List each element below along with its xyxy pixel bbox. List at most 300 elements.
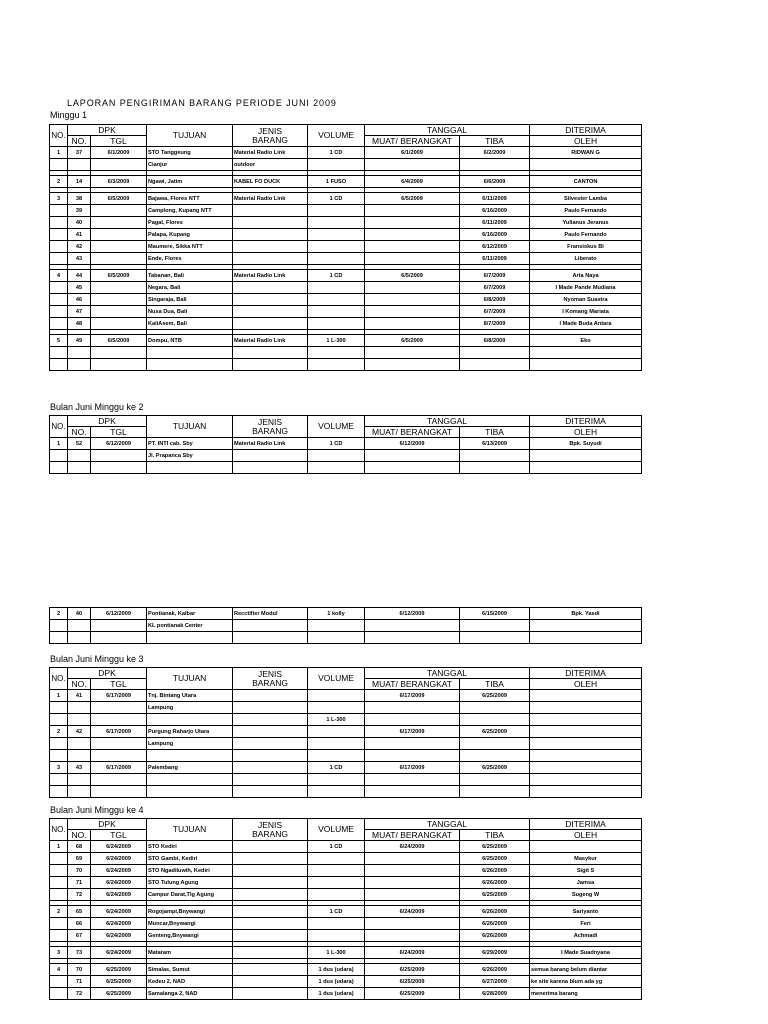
header-muat: MUAT/ BERANGKAT <box>365 679 460 690</box>
cell-tgl <box>91 774 147 786</box>
cell-tujuan: STO Ngadiluwih, Kediri <box>147 865 233 877</box>
cell-tujuan: Genteng,Bnywangi <box>147 930 233 942</box>
cell-no <box>50 750 68 762</box>
cell-tgl <box>91 205 147 217</box>
header-jenis-line2: BARANG <box>252 677 288 688</box>
table-row <box>50 690 642 702</box>
cell-tiba <box>460 714 530 726</box>
cell-dpk: 46 <box>68 294 91 306</box>
table-row <box>50 294 642 306</box>
cell-jenis <box>233 632 308 644</box>
header-tanggal: TANGGAL <box>365 668 530 679</box>
cell-vol <box>308 241 365 253</box>
cell-vol <box>308 853 365 865</box>
cell-muat: 6/25/2009 <box>365 964 460 976</box>
cell-dpk: 49 <box>68 335 91 347</box>
cell-dpk: 45 <box>68 282 91 294</box>
cell-vol <box>308 359 365 371</box>
cell-no <box>50 853 68 865</box>
header-oleh: OLEH <box>530 427 642 438</box>
cell-jenis <box>233 841 308 853</box>
cell-tiba <box>460 786 530 798</box>
cell-tiba: 6/26/2009 <box>460 877 530 889</box>
header-tgl: TGL <box>91 679 147 690</box>
header-tujuan: TUJUAN <box>147 416 233 438</box>
cell-vol <box>308 159 365 171</box>
cell-tujuan: Ngawi, Jatim <box>147 176 233 188</box>
cell-muat: 6/17/2009 <box>365 762 460 774</box>
cell-no <box>50 253 68 265</box>
cell-vol <box>308 282 365 294</box>
cell-tiba <box>460 620 530 632</box>
cell-muat: 6/17/2009 <box>365 690 460 702</box>
table-row <box>50 193 642 205</box>
cell-jenis <box>233 217 308 229</box>
header-volume: VOLUME <box>308 819 365 841</box>
cell-jenis <box>233 930 308 942</box>
table-row <box>50 750 642 762</box>
cell-vol <box>308 318 365 330</box>
cell-tgl: 6/12/2009 <box>91 608 147 620</box>
cell-no <box>50 462 68 474</box>
cell-dpk: 52 <box>68 438 91 450</box>
cell-tiba: 6/8/2009 <box>460 335 530 347</box>
cell-dpk: 42 <box>68 241 91 253</box>
cell-jenis: Material Radio Link <box>233 270 308 282</box>
table-row <box>50 159 642 171</box>
cell-tujuan: Pagal, Flores <box>147 217 233 229</box>
cell-dpk: 71 <box>68 976 91 988</box>
cell-tujuan <box>147 774 233 786</box>
cell-tgl <box>91 159 147 171</box>
cell-vol <box>308 865 365 877</box>
cell-muat <box>365 450 460 462</box>
cell-jenis <box>233 620 308 632</box>
header-tiba: TIBA <box>460 136 530 147</box>
cell-oleh <box>530 690 642 702</box>
cell-tiba: 6/16/2009 <box>460 205 530 217</box>
cell-no: 2 <box>50 906 68 918</box>
cell-muat <box>365 786 460 798</box>
cell-tiba: 6/26/2009 <box>460 865 530 877</box>
cell-vol: 1 L-300 <box>308 714 365 726</box>
cell-jenis <box>233 918 308 930</box>
cell-tiba: 6/13/2009 <box>460 438 530 450</box>
cell-tiba: 6/7/2009 <box>460 306 530 318</box>
cell-no: 2 <box>50 726 68 738</box>
cell-oleh <box>530 750 642 762</box>
header-dpk: DPK <box>68 668 147 679</box>
cell-tujuan: Mataram <box>147 947 233 959</box>
cell-oleh <box>530 159 642 171</box>
cell-jenis <box>233 462 308 474</box>
cell-muat <box>365 750 460 762</box>
cell-tgl: 6/24/2009 <box>91 906 147 918</box>
cell-vol: 1 L-300 <box>308 947 365 959</box>
cell-dpk: 40 <box>68 608 91 620</box>
cell-vol <box>308 253 365 265</box>
table-row <box>50 877 642 889</box>
cell-jenis <box>233 889 308 901</box>
header-no: NO. <box>50 125 68 147</box>
table-row <box>50 217 642 229</box>
cell-vol <box>308 306 365 318</box>
cell-tiba <box>460 159 530 171</box>
cell-tujuan: Kedeu 2, NAD <box>147 976 233 988</box>
cell-muat <box>365 241 460 253</box>
cell-muat <box>365 918 460 930</box>
cell-tiba: 6/11/2009 <box>460 253 530 265</box>
cell-tgl: 6/17/2009 <box>91 690 147 702</box>
cell-no: 3 <box>50 762 68 774</box>
cell-vol <box>308 347 365 359</box>
header-tiba: TIBA <box>460 427 530 438</box>
cell-jenis <box>233 774 308 786</box>
report-title: LAPORAN PENGIRIMAN BARANG PERIODE JUNI 2009 <box>67 98 337 108</box>
header-tgl: TGL <box>91 427 147 438</box>
cell-tgl <box>91 620 147 632</box>
table-row <box>50 726 642 738</box>
header-no: NO. <box>50 416 68 438</box>
header-tujuan: TUJUAN <box>147 819 233 841</box>
cell-muat: 6/5/2009 <box>365 193 460 205</box>
cell-jenis <box>233 853 308 865</box>
cell-tgl <box>91 738 147 750</box>
cell-tiba <box>460 347 530 359</box>
cell-oleh <box>530 774 642 786</box>
cell-vol <box>308 774 365 786</box>
cell-dpk: 39 <box>68 205 91 217</box>
cell-oleh <box>530 359 642 371</box>
table-row <box>50 976 642 988</box>
table-row <box>50 176 642 188</box>
cell-tiba: 6/25/2009 <box>460 853 530 865</box>
cell-oleh: Nyoman Suastra <box>530 294 642 306</box>
cell-dpk: 38 <box>68 193 91 205</box>
cell-no <box>50 786 68 798</box>
cell-dpk: 40 <box>68 217 91 229</box>
cell-tujuan: Lampung <box>147 702 233 714</box>
cell-tujuan <box>147 750 233 762</box>
table-row <box>50 205 642 217</box>
cell-no <box>50 714 68 726</box>
table-row <box>50 964 642 976</box>
cell-tujuan: Muncar,Bnywangi <box>147 918 233 930</box>
cell-no: 2 <box>50 176 68 188</box>
cell-tiba: 6/7/2009 <box>460 282 530 294</box>
cell-vol <box>308 889 365 901</box>
cell-tgl: 6/25/2009 <box>91 988 147 1000</box>
header-volume: VOLUME <box>308 668 365 690</box>
cell-tiba: 6/25/2009 <box>460 690 530 702</box>
table-row <box>50 930 642 942</box>
cell-tujuan: Cianjur <box>147 159 233 171</box>
cell-jenis <box>233 205 308 217</box>
cell-tujuan: STO Gambi, Kediri <box>147 853 233 865</box>
table-row <box>50 147 642 159</box>
table-row <box>50 841 642 853</box>
cell-jenis <box>233 347 308 359</box>
cell-tgl: 6/5/2009 <box>91 270 147 282</box>
table-row <box>50 359 642 371</box>
cell-oleh <box>530 620 642 632</box>
cell-vol <box>308 786 365 798</box>
cell-oleh <box>530 762 642 774</box>
cell-no <box>50 620 68 632</box>
cell-oleh: Bpk. Suyudi <box>530 438 642 450</box>
cell-tiba: 8/7/2009 <box>460 318 530 330</box>
header-jenis-line2: BARANG <box>252 134 288 145</box>
cell-jenis: Recctifier Modul <box>233 608 308 620</box>
cell-dpk <box>68 632 91 644</box>
cell-jenis <box>233 714 308 726</box>
table-row <box>50 988 642 1000</box>
cell-muat <box>365 282 460 294</box>
cell-tgl: 6/17/2009 <box>91 762 147 774</box>
cell-oleh <box>530 462 642 474</box>
cell-dpk: 43 <box>68 253 91 265</box>
cell-tujuan <box>147 462 233 474</box>
cell-no: 1 <box>50 841 68 853</box>
cell-oleh: Jamsa <box>530 877 642 889</box>
cell-vol <box>308 930 365 942</box>
cell-jenis <box>233 282 308 294</box>
header-jenis-line1: JENIS <box>257 819 283 830</box>
cell-jenis <box>233 702 308 714</box>
header-no: NO. <box>50 819 68 841</box>
header-tujuan: TUJUAN <box>147 668 233 690</box>
cell-muat <box>365 294 460 306</box>
cell-jenis <box>233 865 308 877</box>
cell-vol: 1 dus (udara) <box>308 988 365 1000</box>
cell-dpk <box>68 450 91 462</box>
cell-tujuan: KaliAsem, Bali <box>147 318 233 330</box>
cell-dpk: 44 <box>68 270 91 282</box>
cell-vol: 1 CD <box>308 147 365 159</box>
section-label-minggu-4: Bulan Juni Minggu ke 4 <box>50 805 144 815</box>
cell-tujuan: Rogojampi,Bnywangi <box>147 906 233 918</box>
header-diterima: DITERIMA <box>530 125 642 136</box>
cell-oleh: RIDWAN G <box>530 147 642 159</box>
cell-tujuan: Maumere, Sikka NTT <box>147 241 233 253</box>
cell-tgl: 6/24/2009 <box>91 947 147 959</box>
header-tujuan: TUJUAN <box>147 125 233 147</box>
section-label-minggu-2: Bulan Juni Minggu ke 2 <box>50 402 144 412</box>
cell-tiba: 6/25/2009 <box>460 762 530 774</box>
cell-dpk <box>68 347 91 359</box>
cell-muat: 6/24/2009 <box>365 841 460 853</box>
table-row <box>50 270 642 282</box>
table-row <box>50 918 642 930</box>
cell-tgl <box>91 750 147 762</box>
cell-oleh: CANTON <box>530 176 642 188</box>
cell-dpk: 65 <box>68 906 91 918</box>
cell-jenis: Material Radio Link <box>233 193 308 205</box>
cell-vol: 1 kolly <box>308 608 365 620</box>
cell-no: 4 <box>50 964 68 976</box>
cell-muat: 6/24/2009 <box>365 947 460 959</box>
cell-jenis <box>233 690 308 702</box>
cell-tgl: 6/25/2009 <box>91 964 147 976</box>
header-tgl: TGL <box>91 830 147 841</box>
cell-muat <box>365 930 460 942</box>
header-dpk: DPK <box>68 125 147 136</box>
cell-jenis <box>233 762 308 774</box>
cell-dpk: 42 <box>68 726 91 738</box>
cell-tujuan: STO Tanggeung <box>147 147 233 159</box>
header-jenis-line2: BARANG <box>252 828 288 839</box>
table-row <box>50 632 642 644</box>
cell-tgl: 6/24/2009 <box>91 930 147 942</box>
cell-oleh <box>530 702 642 714</box>
cell-no: 2 <box>50 608 68 620</box>
cell-jenis <box>233 947 308 959</box>
cell-jenis <box>233 988 308 1000</box>
cell-vol <box>308 690 365 702</box>
cell-muat: 6/1/2009 <box>365 147 460 159</box>
cell-jenis <box>233 750 308 762</box>
cell-muat: 6/17/2009 <box>365 726 460 738</box>
cell-dpk <box>68 714 91 726</box>
table-minggu-2 <box>49 415 642 474</box>
cell-dpk: 71 <box>68 877 91 889</box>
table-row <box>50 738 642 750</box>
cell-oleh: Arta Naya <box>530 270 642 282</box>
cell-tiba: 6/11/2009 <box>460 193 530 205</box>
cell-tiba: 6/27/2009 <box>460 976 530 988</box>
cell-tujuan: KL pontianak Center <box>147 620 233 632</box>
cell-oleh: Liberato <box>530 253 642 265</box>
table-row <box>50 620 642 632</box>
table-row <box>50 906 642 918</box>
cell-oleh: Paulo Fernando <box>530 205 642 217</box>
cell-dpk: 41 <box>68 690 91 702</box>
cell-oleh <box>530 347 642 359</box>
cell-no <box>50 450 68 462</box>
cell-oleh: semua barang belum diantar <box>530 964 642 976</box>
header-volume: VOLUME <box>308 125 365 147</box>
cell-tiba: 6/11/2009 <box>460 217 530 229</box>
cell-tgl <box>91 241 147 253</box>
cell-tgl <box>91 217 147 229</box>
table-row <box>50 865 642 877</box>
cell-dpk <box>68 786 91 798</box>
cell-vol: 1 CD <box>308 762 365 774</box>
cell-oleh: menerima barang <box>530 988 642 1000</box>
cell-muat <box>365 738 460 750</box>
cell-tgl: 6/5/2009 <box>91 335 147 347</box>
header-jenis-barang <box>233 416 308 438</box>
cell-no: 3 <box>50 947 68 959</box>
cell-oleh: Paulo Fernando <box>530 229 642 241</box>
header-dpk: DPK <box>68 416 147 427</box>
cell-no <box>50 294 68 306</box>
cell-muat <box>365 620 460 632</box>
cell-oleh <box>530 738 642 750</box>
cell-tgl <box>91 253 147 265</box>
cell-muat <box>365 865 460 877</box>
cell-tgl <box>91 714 147 726</box>
cell-vol <box>308 450 365 462</box>
cell-muat <box>365 774 460 786</box>
cell-tgl <box>91 462 147 474</box>
cell-oleh <box>530 726 642 738</box>
cell-tiba: 6/26/2009 <box>460 964 530 976</box>
cell-tujuan <box>147 359 233 371</box>
cell-tiba: 6/6/2009 <box>460 176 530 188</box>
cell-oleh: ke site karena blum ada yg <box>530 976 642 988</box>
cell-oleh <box>530 714 642 726</box>
cell-no <box>50 205 68 217</box>
cell-tiba <box>460 450 530 462</box>
cell-muat <box>365 159 460 171</box>
cell-jenis <box>233 306 308 318</box>
cell-dpk: 67 <box>68 930 91 942</box>
cell-dpk <box>68 702 91 714</box>
cell-vol: 1 dus (udara) <box>308 964 365 976</box>
cell-vol: 1 CD <box>308 438 365 450</box>
cell-vol: 1 CD <box>308 841 365 853</box>
cell-no <box>50 918 68 930</box>
cell-tiba: 6/8/2009 <box>460 294 530 306</box>
cell-no <box>50 159 68 171</box>
cell-vol <box>308 217 365 229</box>
cell-jenis: Material Radio Link <box>233 438 308 450</box>
cell-vol: 1 CD <box>308 270 365 282</box>
cell-muat <box>365 359 460 371</box>
cell-tgl <box>91 786 147 798</box>
table-row <box>50 229 642 241</box>
cell-jenis <box>233 906 308 918</box>
cell-tujuan: Nusa Dua, Bali <box>147 306 233 318</box>
cell-tiba: 6/28/2009 <box>460 988 530 1000</box>
header-tiba: TIBA <box>460 679 530 690</box>
cell-vol <box>308 462 365 474</box>
cell-tiba: 6/26/2009 <box>460 930 530 942</box>
cell-oleh: I Made Suadnyana <box>530 947 642 959</box>
cell-vol: 1 FUSO <box>308 176 365 188</box>
cell-dpk: 68 <box>68 841 91 853</box>
header-jenis-line2: BARANG <box>252 425 288 436</box>
table-row <box>50 253 642 265</box>
cell-tiba <box>460 738 530 750</box>
header-diterima: DITERIMA <box>530 819 642 830</box>
cell-tgl <box>91 450 147 462</box>
cell-no: 1 <box>50 147 68 159</box>
cell-vol <box>308 726 365 738</box>
table-minggu-4 <box>49 818 642 1000</box>
table-row <box>50 306 642 318</box>
cell-jenis: KABEL FO DUCK <box>233 176 308 188</box>
header-muat: MUAT/ BERANGKAT <box>365 830 460 841</box>
table-minggu-1 <box>49 124 642 371</box>
cell-no <box>50 359 68 371</box>
cell-vol <box>308 632 365 644</box>
cell-muat <box>365 702 460 714</box>
cell-jenis <box>233 318 308 330</box>
cell-oleh: Masykur <box>530 853 642 865</box>
cell-muat: 6/24/2009 <box>365 906 460 918</box>
cell-muat: 6/12/2009 <box>365 438 460 450</box>
cell-no <box>50 282 68 294</box>
cell-tujuan: Tnj. Bintang Utara <box>147 690 233 702</box>
cell-no <box>50 318 68 330</box>
cell-muat <box>365 318 460 330</box>
cell-dpk: 48 <box>68 318 91 330</box>
header-oleh: OLEH <box>530 136 642 147</box>
cell-no: 5 <box>50 335 68 347</box>
cell-tujuan: Negara, Bali <box>147 282 233 294</box>
